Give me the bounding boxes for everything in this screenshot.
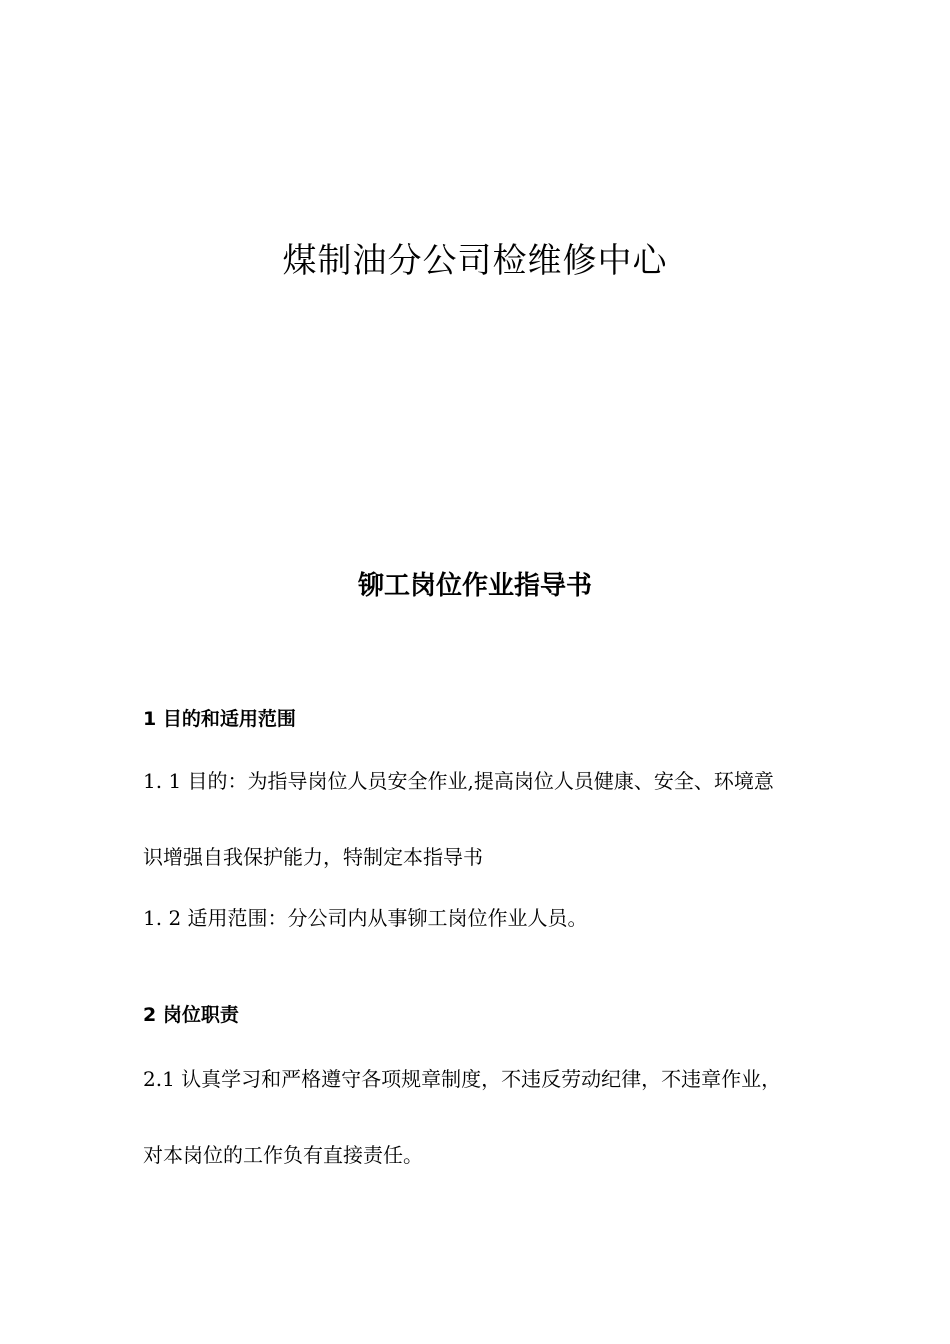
paragraph-line: 2.1 认真学习和严格遵守各项规章制度，不违反劳动纪律，不违章作业， [143,1067,782,1091]
document-title: 铆工岗位作业指导书 [357,571,592,601]
paragraph-line: 1. 1 目的：为指导岗位人员安全作业,提高岗位人员健康、安全、环境意 [143,769,774,793]
section-heading-purpose-scope: 1 目的和适用范围 [143,708,296,730]
paragraph-line: 对本岗位的工作负有直接责任。 [143,1143,423,1167]
organization-title: 煤制油分公司检维修中心 [282,241,668,281]
paragraph-line: 1. 2 适用范围：分公司内从事铆工岗位作业人员。 [143,906,588,930]
paragraph-line: 识增强自我保护能力，特制定本指导书 [143,845,483,869]
section-heading-duties: 2 岗位职责 [143,1004,239,1026]
